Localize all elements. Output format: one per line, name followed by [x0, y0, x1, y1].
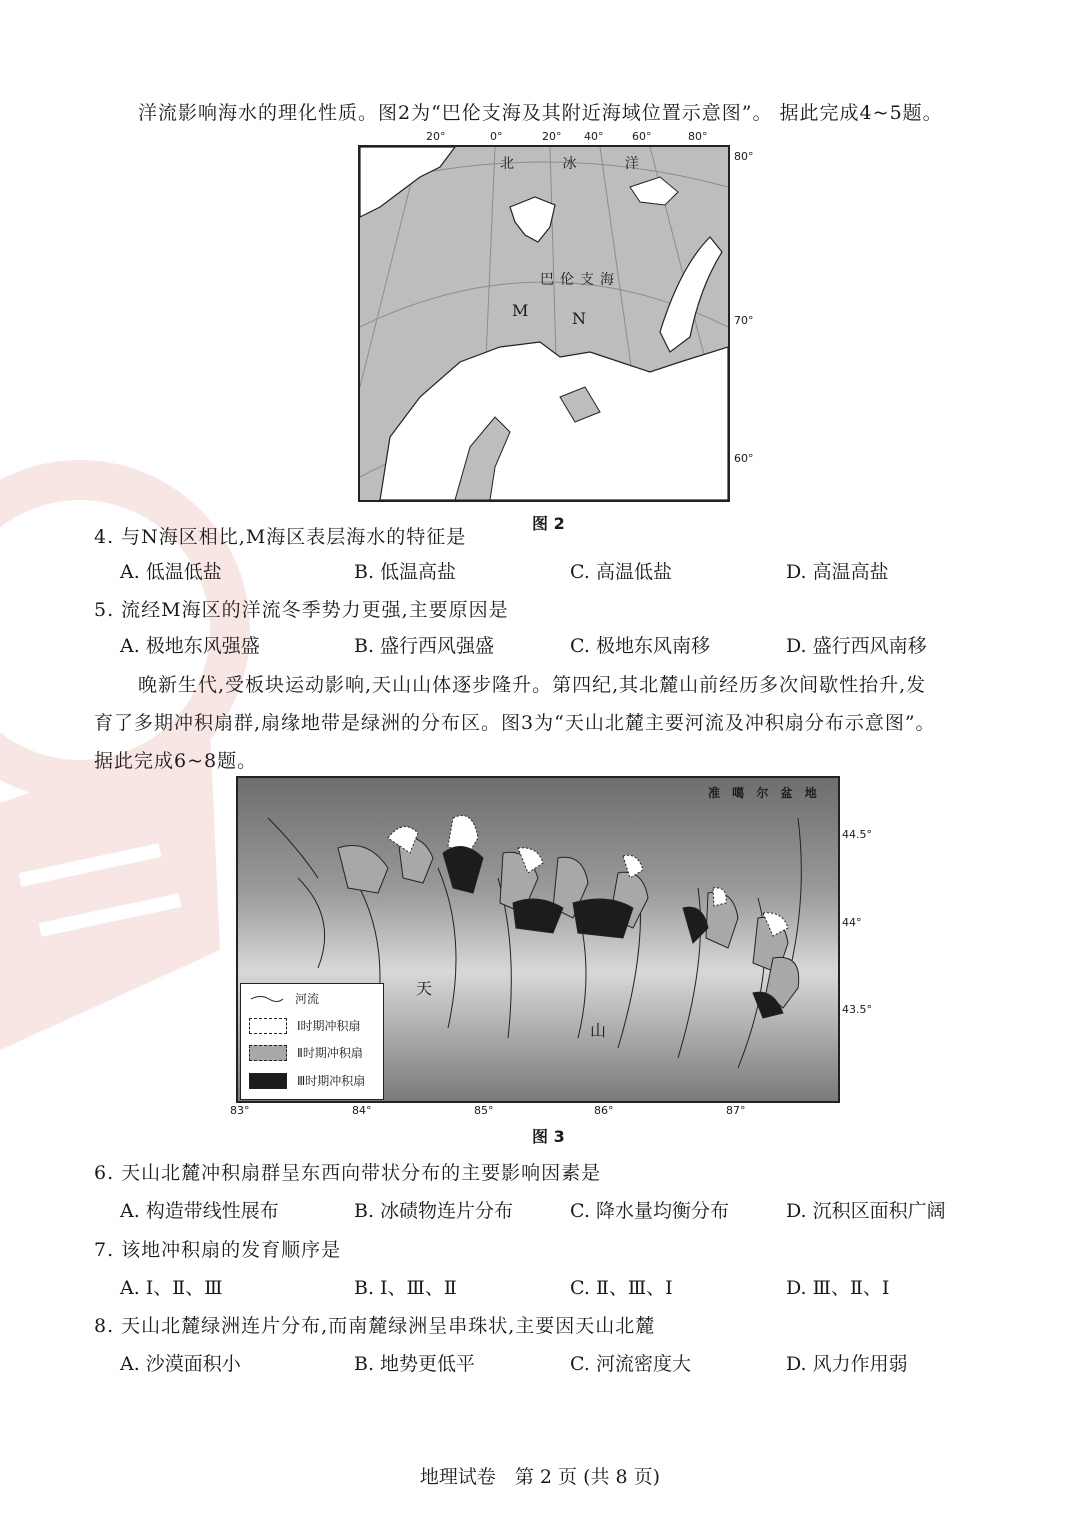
fig3-right-tick: 43.5° — [842, 1003, 872, 1016]
intro-text-2-line-3: 据此完成6~8题。 — [94, 750, 258, 772]
legend-period-1-label: Ⅰ时期冲积扇 — [297, 1019, 361, 1033]
question-4-stem: 4. 与N海区相比,M海区表层海水的特征是 — [94, 526, 467, 548]
fig2-right-tick: 80° — [734, 150, 754, 163]
n-area-label: N — [572, 309, 592, 328]
q4-option-a[interactable]: A. 低温低盐 — [120, 561, 222, 583]
legend-river — [249, 990, 319, 1007]
shan-label: 山 — [590, 1021, 613, 1040]
q7-option-a[interactable]: A. Ⅰ、Ⅱ、Ⅲ — [120, 1277, 223, 1299]
q4-option-c[interactable]: C. 高温低盐 — [570, 561, 672, 583]
barents-map-graphic — [360, 147, 728, 500]
barents-sea-map — [358, 145, 730, 502]
q5-option-a[interactable]: A. 极地东风强盛 — [120, 635, 260, 657]
intro-text-2-line-1: 晚新生代,受板块运动影响,天山山体逐步隆升。第四纪,其北麓山前经历多次间歇性抬升,发 — [138, 674, 927, 696]
intro-text-1: 洋流影响海水的理化性质。图2为“巴伦支海及其附近海域位置示意图”。 据此完成4~5题。 — [138, 102, 943, 124]
fig3-bottom-tick: 84° — [352, 1104, 372, 1117]
junggar-basin-label: 准 噶 尔 盆 地 — [708, 786, 821, 800]
q7-option-b[interactable]: B. Ⅰ、Ⅲ、Ⅱ — [354, 1277, 457, 1299]
river-symbol-icon — [249, 992, 285, 1006]
q6-option-c[interactable]: C. 降水量均衡分布 — [570, 1200, 729, 1222]
fig2-top-tick: 40° — [584, 130, 604, 143]
fig3-bottom-tick: 85° — [474, 1104, 494, 1117]
q5-option-b[interactable]: B. 盛行西风强盛 — [354, 635, 495, 657]
arctic-ocean-label: 北 冰 洋 — [500, 156, 661, 172]
figure-2-caption: 图 2 — [532, 514, 565, 533]
question-6-stem: 6. 天山北麓冲积扇群呈东西向带状分布的主要影响因素是 — [94, 1162, 602, 1184]
legend-period-2 — [249, 1044, 363, 1061]
q8-option-c[interactable]: C. 河流密度大 — [570, 1353, 691, 1375]
fig3-bottom-tick: 83° — [230, 1104, 250, 1117]
question-5-stem: 5. 流经M海区的洋流冬季势力更强,主要原因是 — [94, 599, 509, 621]
intro-text-2-line-2: 育了多期冲积扇群,扇缘地带是绿洲的分布区。图3为“天山北麓主要河流及冲积扇分布示意图”。 — [94, 712, 936, 734]
tian-label: 天 — [416, 979, 439, 998]
tianshan-fan-map — [236, 776, 840, 1103]
fig3-right-tick: 44.5° — [842, 828, 872, 841]
m-area-label: M — [512, 301, 535, 320]
fig3-right-tick: 44° — [842, 916, 862, 929]
q8-option-d[interactable]: D. 风力作用弱 — [786, 1353, 908, 1375]
question-8-stem: 8. 天山北麓绿洲连片分布,而南麓绿洲呈串珠状,主要因天山北麓 — [94, 1315, 656, 1337]
legend-period-2-label: Ⅱ时期冲积扇 — [297, 1046, 363, 1060]
q6-option-b[interactable]: B. 冰碛物连片分布 — [354, 1200, 514, 1222]
fig3-bottom-tick: 86° — [594, 1104, 614, 1117]
q8-option-a[interactable]: A. 沙漠面积小 — [120, 1353, 241, 1375]
q6-option-a[interactable]: A. 构造带线性展布 — [120, 1200, 279, 1222]
legend-river-label: 河流 — [295, 992, 320, 1006]
fig2-right-tick: 60° — [734, 452, 754, 465]
q5-option-d[interactable]: D. 盛行西风南移 — [786, 635, 927, 657]
period-3-swatch-icon — [249, 1073, 287, 1089]
period-1-swatch-icon — [249, 1018, 287, 1034]
legend-period-3 — [249, 1072, 365, 1089]
figure-3-caption: 图 3 — [532, 1127, 565, 1146]
fig3-legend — [240, 983, 384, 1100]
fig3-bottom-tick: 87° — [726, 1104, 746, 1117]
barents-sea-label: 巴伦支海 — [540, 272, 620, 288]
q8-option-b[interactable]: B. 地势更低平 — [354, 1353, 476, 1375]
legend-period-3-label: Ⅲ时期冲积扇 — [297, 1074, 366, 1088]
question-7-stem: 7. 该地冲积扇的发育顺序是 — [94, 1239, 342, 1261]
fig2-top-tick: 0° — [490, 130, 503, 143]
fig2-top-tick: 60° — [632, 130, 652, 143]
period-2-swatch-icon — [249, 1045, 287, 1061]
fig2-right-tick: 70° — [734, 314, 754, 327]
fig2-top-tick: 80° — [688, 130, 708, 143]
q5-option-c[interactable]: C. 极地东风南移 — [570, 635, 710, 657]
q6-option-d[interactable]: D. 沉积区面积广阔 — [786, 1200, 946, 1222]
q4-option-b[interactable]: B. 低温高盐 — [354, 561, 457, 583]
legend-period-1 — [249, 1017, 361, 1034]
q7-option-c[interactable]: C. Ⅱ、Ⅲ、Ⅰ — [570, 1277, 673, 1299]
fig2-top-tick: 20° — [542, 130, 562, 143]
page-footer: 地理试卷 第 2 页 (共 8 页) — [419, 1466, 661, 1488]
q4-option-d[interactable]: D. 高温高盐 — [786, 561, 889, 583]
q7-option-d[interactable]: D. Ⅲ、Ⅱ、Ⅰ — [786, 1277, 890, 1299]
fig2-top-tick: 20° — [426, 130, 446, 143]
